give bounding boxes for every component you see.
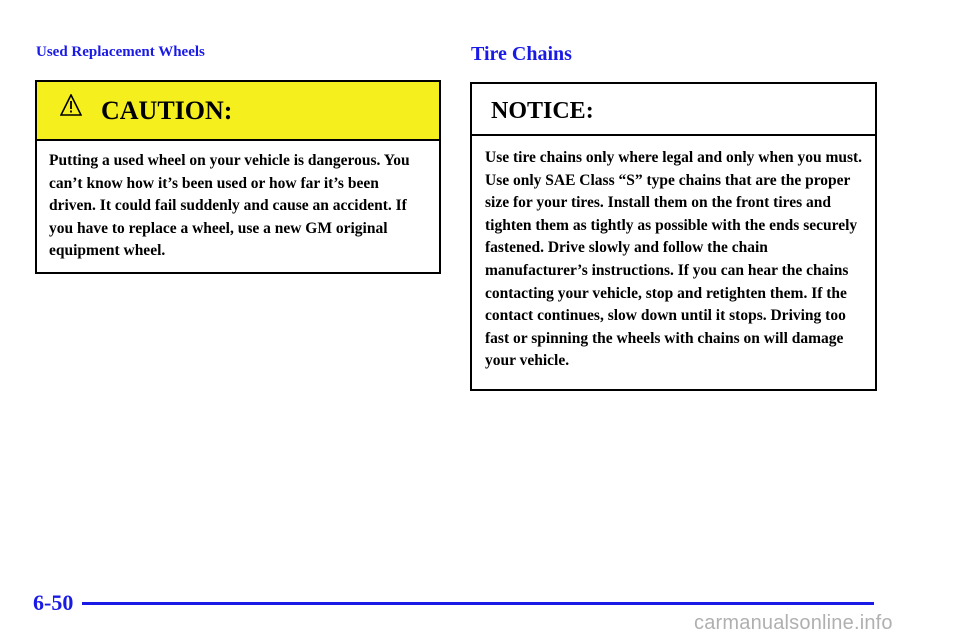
- notice-text: Use tire chains only where legal and only when you must. Use only SAE Class “S” type chains that are the proper size for your tires. Install them on the front tires and tighten them as tightly as possible with the ends securely fastened. Drive slowly and follow the chain manufacturer’s instructions. If you can hear the chains contacting your vehicle, stop and retighten them. If the contact continues, slow down until it stops. Driving too fast or spinning the wheels with chains on will damage your vehicle.: [485, 149, 863, 370]
- warning-triangle-icon: [60, 94, 82, 116]
- caution-label: CAUTION:: [101, 96, 233, 125]
- section-title: Tire Chains: [471, 43, 572, 65]
- footer-rule: [82, 602, 874, 605]
- notice-header: [472, 84, 875, 136]
- section-subheading: Used Replacement Wheels: [36, 44, 205, 60]
- page-number: 6-50: [33, 590, 74, 615]
- notice-label: NOTICE:: [491, 98, 594, 124]
- watermark: carmanualsonline.info: [694, 612, 893, 634]
- caution-header: [37, 82, 439, 141]
- caution-box: [35, 80, 441, 274]
- notice-box: [470, 82, 877, 391]
- caution-text: Putting a used wheel on your vehicle is dangerous. You can’t know how it’s been used or how far it’s been driven. It could fail suddenly and cause an accident. If you have to replace a wheel, use a new GM original equipment wheel.: [49, 152, 410, 259]
